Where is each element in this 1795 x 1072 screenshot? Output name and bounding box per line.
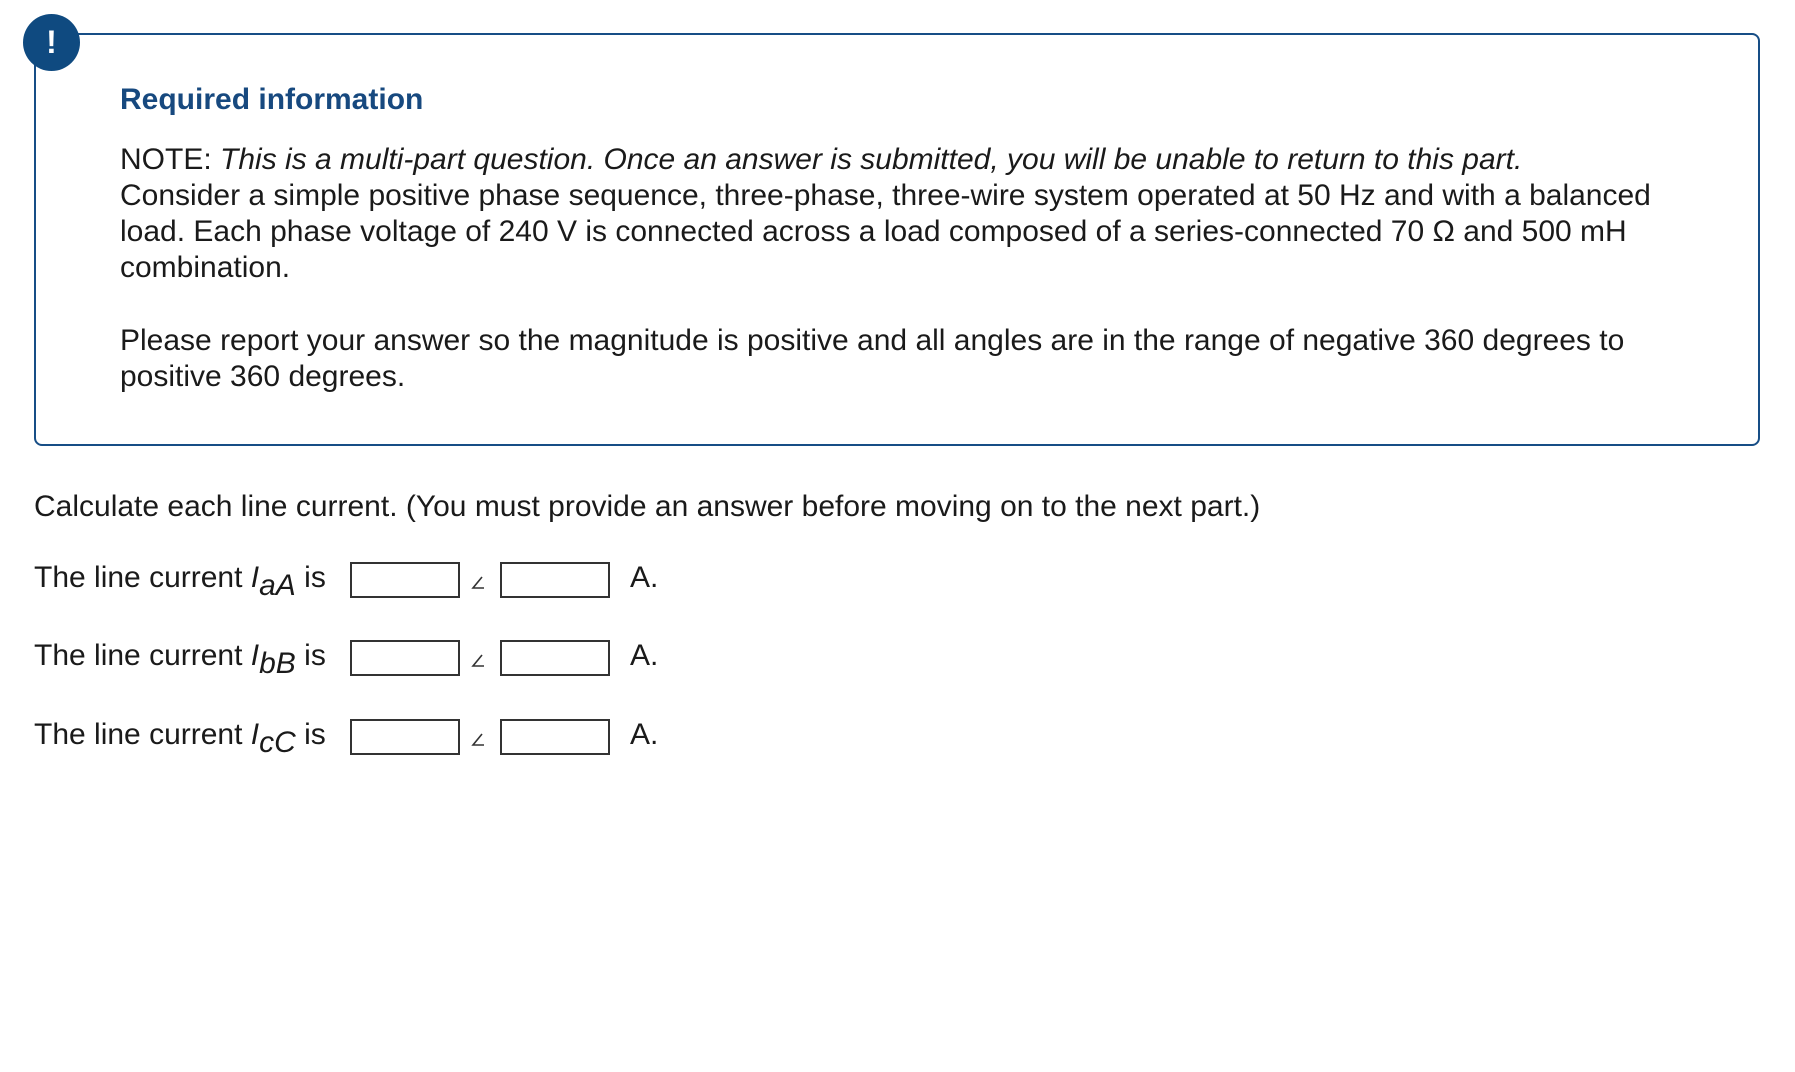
unit-label: A.: [630, 718, 659, 751]
angle-icon: [470, 727, 488, 749]
note-label: NOTE:: [120, 143, 221, 176]
problem-text: Consider a simple positive phase sequence, three-phase, three-wire system operated at 50 Hz and with a balanced load. Each phase voltage of 240 V is connected across a load composed of a series-connected 70 Ω and 500 mH combination.: [120, 179, 1651, 284]
answer-label: The line current $I_{cC}$ is: [34, 718, 326, 759]
answer-label: The line current $I_{bB}$ is: [34, 639, 326, 680]
required-information-title: Required information: [120, 83, 424, 116]
question-prompt: Calculate each line current. (You must provide an answer before moving on to the next part.): [34, 490, 1261, 523]
magnitude-input-iaa[interactable]: [350, 562, 460, 598]
magnitude-input-ibb[interactable]: [350, 640, 460, 676]
unit-label: A.: [630, 561, 659, 594]
angle-input-iaa[interactable]: [500, 562, 610, 598]
report-instructions: Please report your answer so the magnitude is positive and all angles are in the range of negative 360 degrees to positive 360 degrees.: [120, 324, 1625, 393]
alert-icon: !: [23, 14, 80, 71]
angle-icon: [470, 570, 488, 592]
angle-input-ibb[interactable]: [500, 640, 610, 676]
problem-statement: [120, 142, 1680, 286]
angle-input-icc[interactable]: [500, 719, 610, 755]
answer-label: The line current $I_{aA}$ is: [34, 561, 326, 602]
note-text: This is a multi-part question. Once an answer is submitted, you will be unable to return to this part.: [220, 143, 1523, 176]
angle-icon: [470, 648, 488, 670]
magnitude-input-icc[interactable]: [350, 719, 460, 755]
unit-label: A.: [630, 639, 659, 672]
